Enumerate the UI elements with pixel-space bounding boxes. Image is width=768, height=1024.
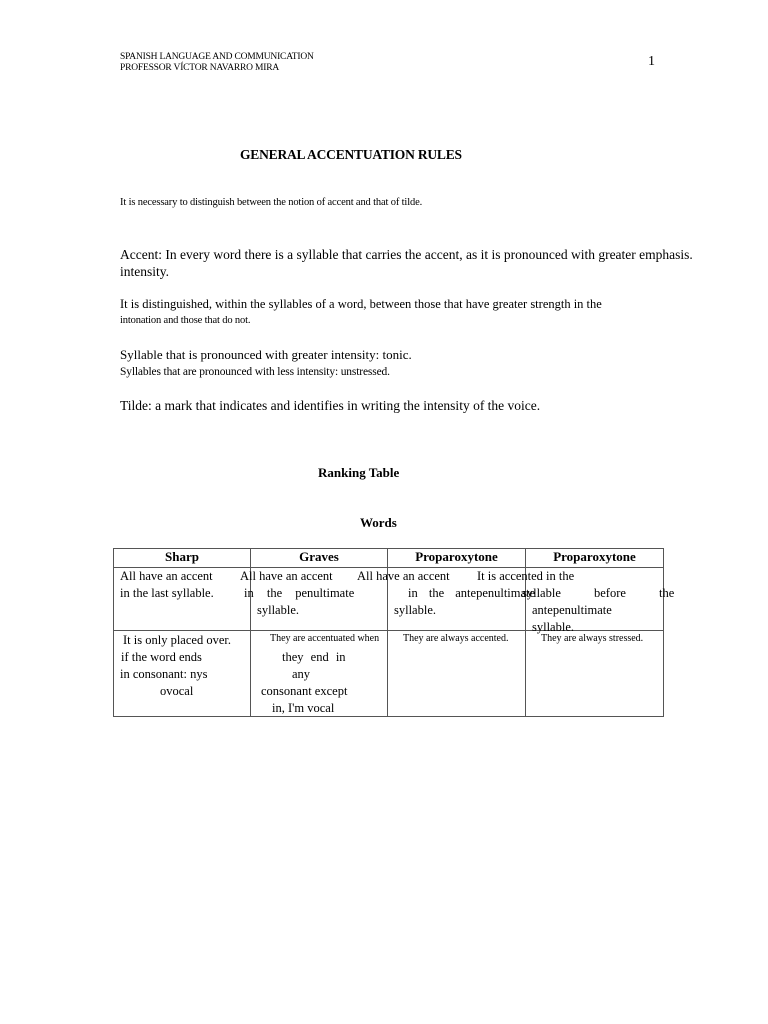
prop-def-line3: syllable. [394,603,437,617]
sharp-def-line2: in the last syllable. [120,586,214,600]
page-title: GENERAL ACCENTUATION RULES [240,147,462,162]
prop-def-line2: in the antepenultimate [408,586,536,600]
intro-text: It is necessary to distinguish between the notion of accent and that of tilde. [120,197,423,208]
prop2-def-line2: syllable before the [522,586,675,600]
header-proparoxytone: Proparoxytone [388,549,526,568]
graves-rule-line1: They are accentuated when [270,633,380,644]
header-proparoxytone-2: Proparoxytone [526,549,664,568]
sharp-def-line1: All have an accent [120,569,213,583]
words-title: Words [360,515,397,530]
sharp-rule-line2: if the word ends [121,650,202,664]
cell-proparoxytone-rule [388,631,526,717]
graves-rule-line4: consonant except [261,684,348,698]
header-graves: Graves [251,549,388,568]
graves-def-line2: in the penultimate [244,586,355,600]
distinguished-line2: intonation and those that do not. [120,315,251,326]
graves-def-line1: All have an accent [240,569,333,583]
page-number: 1 [648,54,655,69]
tonic-definition: Syllable that is pronounced with greater intensity: tonic. [120,347,412,362]
prop2-rule-text: They are always stressed. [541,633,644,644]
table-header-row [114,549,664,568]
cell-graves-rule [251,631,388,717]
unstressed-definition: Syllables that are pronounced with less intensity: unstressed. [120,366,390,378]
cell-sharp-rule [114,631,251,717]
table-row [114,568,664,631]
graves-def-line3: syllable. [257,603,300,617]
cell-proparoxytone-2-definition [477,568,675,634]
graves-rule-line2: they end in [282,650,346,664]
distinguished-line1: It is distinguished, within the syllables of a word, between those that have greater strength in the [120,297,602,311]
sharp-rule-line1: It is only placed over. [123,633,231,647]
prop-rule-text: They are always accented. [403,633,509,644]
prop2-def-line3: antepenultimate [532,603,612,617]
prop-def-line1: All have an accent [357,569,450,583]
prop2-def-line4: syllable. [532,620,575,634]
sharp-rule-line3: in consonant: nys [120,667,208,681]
sharp-rule-line4: ovocal [160,684,194,698]
graves-rule-line3: any [292,667,311,681]
ranking-table-title: Ranking Table [318,465,400,480]
cell-sharp-definition [114,568,251,631]
graves-rule-line5: in, I'm vocal [272,701,335,715]
ranking-table [113,548,675,717]
tilde-definition: Tilde: a mark that indicates and identifies in writing the intensity of the voice. [120,398,541,413]
table-row [114,631,664,717]
header-course: SPANISH LANGUAGE AND COMMUNICATION [120,52,314,62]
header-sharp: Sharp [114,549,251,568]
header-professor: PROFESSOR VÍCTOR NAVARRO MIRA [120,63,280,73]
accent-definition-line1: Accent: In every word there is a syllable that carries the accent, as it is pronounced with greater emphasis. [120,247,693,262]
accent-definition-line2: intensity. [120,264,169,279]
prop2-def-line1: It is accented in the [477,569,575,583]
cell-proparoxytone-2-rule [526,631,664,717]
